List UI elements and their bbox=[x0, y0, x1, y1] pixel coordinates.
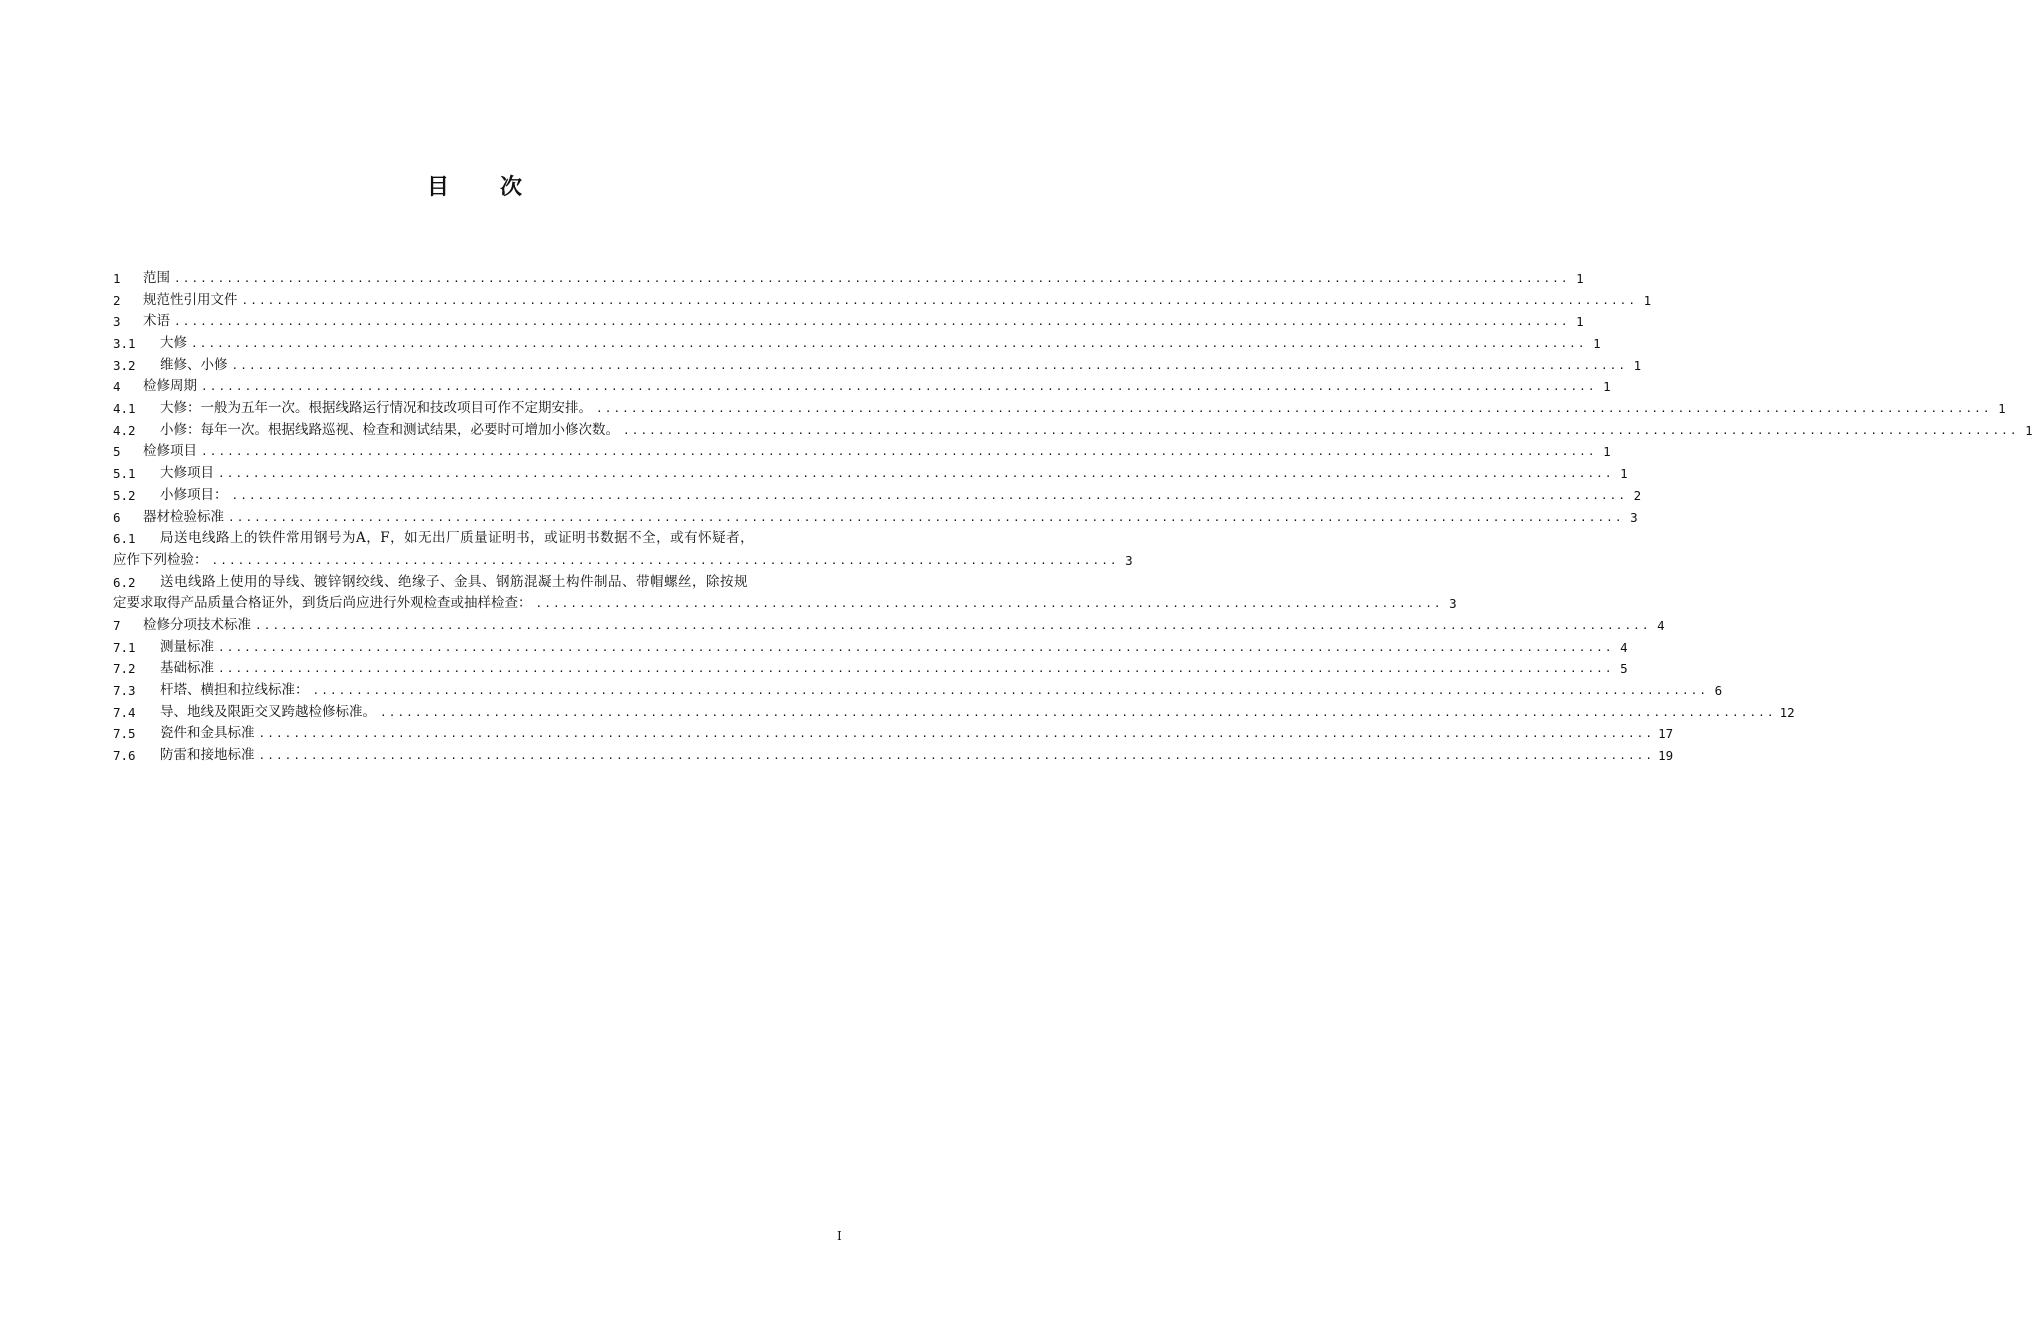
title-char-1: 目 bbox=[426, 175, 450, 200]
toc-leader-dots: ................................................................................................................................................................ bbox=[218, 640, 1614, 654]
toc-entry-page: 1 bbox=[1998, 401, 2006, 417]
toc-entry-text-cont: 应作下列检验： bbox=[113, 551, 208, 568]
toc-entry-text: 测量标准 bbox=[160, 638, 214, 655]
toc-leader-dots: ................................................................................................................................................................ bbox=[201, 445, 1597, 459]
toc-entry-text: 导、地线及限距交叉跨越检修标准。 bbox=[160, 703, 376, 720]
toc-entry-number: 5 bbox=[113, 444, 121, 460]
toc-leader-dots: ................................................................................................................................................................ bbox=[228, 510, 1624, 524]
toc-entry-page: 3 bbox=[1125, 552, 1133, 568]
toc-entry-text: 送电线路上使用的导线、镀锌钢绞线、绝缘子、金具、钢筋混凝土构件制品、带帽螺丝，除按规 bbox=[160, 573, 748, 590]
toc-entry-number: 3.1 bbox=[113, 336, 136, 352]
toc-entry-page: 4 bbox=[1657, 618, 1665, 634]
toc-entry-number: 2 bbox=[113, 292, 121, 308]
toc-entry-6-2[interactable] bbox=[113, 572, 1457, 615]
toc-entry-number: 7.2 bbox=[113, 661, 136, 677]
toc-entry[interactable] bbox=[113, 615, 1665, 637]
toc-entry-text: 检修分项技术标准 bbox=[143, 617, 251, 634]
toc-entry-page: 6 bbox=[1714, 683, 1723, 699]
toc-entry-number: 3 bbox=[113, 314, 121, 330]
page-number: I bbox=[837, 1229, 842, 1243]
toc-entry[interactable] bbox=[113, 680, 1723, 702]
toc-entry[interactable] bbox=[113, 658, 1628, 680]
toc-leader-dots: ................................................................................................................................................................ bbox=[258, 727, 1655, 741]
toc-entry-page: 2 bbox=[1633, 487, 1642, 503]
toc-entry-number: 1 bbox=[113, 270, 121, 286]
toc-entry-page: 1 bbox=[1643, 292, 1652, 308]
toc-leader-dots: ................................................................................................................................................................ bbox=[201, 380, 1597, 394]
toc-entry-number: 7.1 bbox=[113, 639, 136, 655]
toc-leader-dots: ................................................................................................................................................................ bbox=[258, 749, 1655, 763]
toc-entry-text: 器材检验标准 bbox=[143, 508, 224, 525]
toc-entry-page: 1 bbox=[1633, 357, 1642, 373]
toc-entry-text: 规范性引用文件 bbox=[143, 291, 238, 308]
toc-entry-page: 5 bbox=[1620, 661, 1628, 677]
toc-entry-page: 1 bbox=[2025, 422, 2033, 438]
toc-leader-dots: ................................................................................................................................................................ bbox=[623, 423, 2019, 437]
toc-leader-dots: ................................................................................................................................................................ bbox=[255, 619, 1651, 633]
toc-entry-page: 1 bbox=[1620, 466, 1628, 482]
toc-entry-number: 6.2 bbox=[113, 574, 136, 590]
toc-entry-page: 3 bbox=[1449, 596, 1457, 612]
toc-entry[interactable] bbox=[113, 745, 1674, 767]
toc-entry-page: 3 bbox=[1630, 509, 1638, 525]
toc-leader-dots: ................................................................................................................................................................ bbox=[191, 337, 1587, 351]
table-of-contents bbox=[113, 268, 2033, 767]
toc-entry-text: 维修、小修 bbox=[160, 356, 228, 373]
toc-entry-number: 7.6 bbox=[113, 748, 136, 764]
toc-entry-text: 防雷和接地标准 bbox=[160, 747, 255, 764]
page-title bbox=[0, 170, 950, 201]
toc-leader-dots: ................................................................................................................................................................ bbox=[174, 271, 1570, 285]
toc-entry-number: 6 bbox=[113, 509, 121, 525]
toc-entry-text: 检修项目 bbox=[143, 443, 197, 460]
toc-entry-text: 大修：一般为五年一次。根据线路运行情况和技改项目可作不定期安排。 bbox=[160, 400, 592, 417]
toc-leader-dots: ................................................................................................................................................................ bbox=[312, 684, 1709, 698]
toc-entry-text: 检修周期 bbox=[143, 378, 197, 395]
toc-leader-dots: ........................................................................................................ bbox=[535, 597, 1443, 611]
toc-entry-text: 小修：每年一次。根据线路巡视、检查和测试结果，必要时可增加小修次数。 bbox=[160, 421, 619, 438]
toc-entry-text: 大修项目 bbox=[160, 465, 214, 482]
toc-entry[interactable] bbox=[113, 637, 1628, 659]
toc-entry-6-1[interactable] bbox=[113, 528, 1133, 571]
toc-entry[interactable] bbox=[113, 463, 1628, 485]
toc-entry-page: 1 bbox=[1593, 336, 1601, 352]
toc-entry-page: 1 bbox=[1576, 270, 1584, 286]
toc-entry-number: 4.2 bbox=[113, 422, 136, 438]
toc-leader-dots: ................................................................................................................................................................ bbox=[596, 402, 1992, 416]
toc-entry-number: 3.2 bbox=[113, 357, 136, 373]
toc-entry[interactable] bbox=[113, 333, 1601, 355]
toc-entry[interactable] bbox=[113, 485, 1642, 507]
toc-entry-number: 7 bbox=[113, 618, 121, 634]
toc-entry[interactable] bbox=[113, 507, 1638, 529]
toc-entries-bottom bbox=[113, 615, 1795, 767]
toc-entry-page: 12 bbox=[1779, 704, 1795, 720]
toc-entry-page: 17 bbox=[1658, 726, 1674, 742]
toc-leader-dots: ................................................................................................................................................................ bbox=[218, 467, 1614, 481]
toc-entries-top bbox=[113, 268, 2033, 528]
toc-entry-number: 5.1 bbox=[113, 466, 136, 482]
toc-entry-text-cont: 定要求取得产品质量合格证外，到货后尚应进行外观检查或抽样检查： bbox=[113, 595, 532, 612]
toc-entry[interactable] bbox=[113, 420, 2033, 442]
toc-leader-dots: ................................................................................................................................................................ bbox=[231, 488, 1628, 502]
toc-entry-text: 杆塔、横担和拉线标准： bbox=[160, 682, 309, 699]
toc-entry-text: 局送电线路上的铁件常用钢号为A，F，如无出厂质量证明书，或证明书数据不全，或有怀疑者， bbox=[160, 530, 755, 547]
toc-entry[interactable] bbox=[113, 290, 1652, 312]
toc-leader-dots: ................................................................................................................................................................ bbox=[218, 662, 1614, 676]
toc-entry-number: 4.1 bbox=[113, 401, 136, 417]
title-char-2: 次 bbox=[500, 175, 524, 200]
toc-entry-page: 1 bbox=[1576, 314, 1584, 330]
toc-entry-text: 基础标准 bbox=[160, 660, 214, 677]
toc-entry-page: 19 bbox=[1658, 748, 1674, 764]
toc-entry-text: 范围 bbox=[143, 269, 170, 286]
toc-entry-text: 大修 bbox=[160, 335, 187, 352]
toc-entry-number: 7.3 bbox=[113, 683, 136, 699]
toc-entry[interactable] bbox=[113, 376, 1611, 398]
toc-entry[interactable] bbox=[113, 723, 1674, 745]
toc-entry[interactable] bbox=[113, 268, 1584, 290]
toc-entry[interactable] bbox=[113, 442, 1611, 464]
toc-entry-text: 术语 bbox=[143, 313, 170, 330]
toc-entry-number: 4 bbox=[113, 379, 121, 395]
toc-entry-number: 7.4 bbox=[113, 704, 136, 720]
toc-entry-number: 6.1 bbox=[113, 531, 136, 547]
toc-entry-number: 7.5 bbox=[113, 726, 136, 742]
toc-entry-number: 5.2 bbox=[113, 487, 136, 503]
toc-leader-dots: ........................................................................................................ bbox=[211, 553, 1119, 567]
toc-entry-text: 小修项目： bbox=[160, 486, 228, 503]
toc-entry-page: 4 bbox=[1620, 639, 1628, 655]
toc-leader-dots: ................................................................................................................................................................ bbox=[174, 315, 1570, 329]
toc-entry[interactable] bbox=[113, 311, 1584, 333]
toc-entry[interactable] bbox=[113, 702, 1795, 724]
toc-leader-dots: ................................................................................................................................................................ bbox=[380, 705, 1776, 719]
toc-leader-dots: ................................................................................................................................................................ bbox=[231, 358, 1628, 372]
toc-entry[interactable] bbox=[113, 398, 2006, 420]
toc-entry-page: 1 bbox=[1603, 379, 1611, 395]
toc-leader-dots: ................................................................................................................................................................ bbox=[241, 293, 1638, 307]
toc-entry-text: 瓷件和金具标准 bbox=[160, 725, 255, 742]
toc-entry[interactable] bbox=[113, 355, 1642, 377]
toc-entry-page: 1 bbox=[1603, 444, 1611, 460]
